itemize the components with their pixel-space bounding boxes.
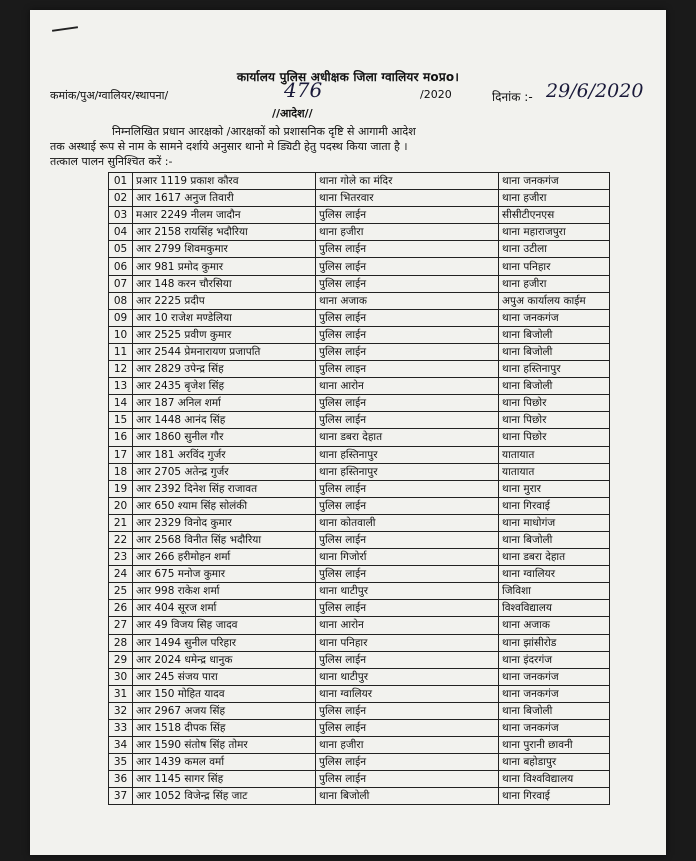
new-posting-cell: थाना डबरा देहात [499, 549, 610, 566]
serial-number-cell: 02 [109, 190, 133, 207]
table-row [109, 617, 610, 634]
employee-name-cell: आर 1590 संतोष सिंह तोमर [133, 737, 316, 754]
table-row [109, 549, 610, 566]
current-posting-cell: थाना थाटीपुर [316, 583, 499, 600]
current-posting-cell: थाना आरोन [316, 378, 499, 395]
intro-text [50, 124, 630, 169]
table-row [109, 292, 610, 309]
employee-name-cell: आर 675 मनोज कुमार [133, 566, 316, 583]
current-posting-cell: पुलिस लाईन [316, 497, 499, 514]
current-posting-cell: थाना हजीरा [316, 737, 499, 754]
employee-name-cell: आर 181 अरविंद गुर्जर [133, 446, 316, 463]
employee-name-cell: आर 187 अनिल शर्मा [133, 395, 316, 412]
new-posting-cell: थाना पिछोर [499, 395, 610, 412]
posting-table-body [109, 173, 610, 805]
table-row [109, 224, 610, 241]
table-row [109, 412, 610, 429]
table-row [109, 429, 610, 446]
serial-number-cell: 36 [109, 771, 133, 788]
current-posting-cell: थाना अजाक [316, 292, 499, 309]
employee-name-cell: आर 2799 शिवमकुमार [133, 241, 316, 258]
serial-number-cell: 31 [109, 685, 133, 702]
current-posting-cell: थाना गोले का मंदिर [316, 173, 499, 190]
new-posting-cell: थाना गिरवाई [499, 497, 610, 514]
table-row [109, 497, 610, 514]
table-row [109, 634, 610, 651]
serial-number-cell: 03 [109, 207, 133, 224]
serial-number-cell: 11 [109, 343, 133, 360]
employee-name-cell: आर 1448 आनंद सिंह [133, 412, 316, 429]
current-posting-cell: पुलिस लाईन [316, 241, 499, 258]
current-posting-cell: पुलिस लाईन [316, 720, 499, 737]
current-posting-cell: पुलिस लाईन [316, 412, 499, 429]
employee-name-cell: आर 266 हरीमोहन शर्मा [133, 549, 316, 566]
employee-name-cell: आर 245 संजय पारा [133, 668, 316, 685]
table-row [109, 531, 610, 548]
serial-number-cell: 28 [109, 634, 133, 651]
new-posting-cell: थाना जनकगंज [499, 668, 610, 685]
order-number: 476 [284, 78, 323, 102]
employee-name-cell: आर 150 मोहित यादव [133, 685, 316, 702]
new-posting-cell: थाना अजाक [499, 617, 610, 634]
new-posting-cell: थाना पिछोर [499, 412, 610, 429]
new-posting-cell: थाना बहोडापुर [499, 754, 610, 771]
new-posting-cell: विश्वविद्यालय [499, 600, 610, 617]
serial-number-cell: 25 [109, 583, 133, 600]
new-posting-cell: थाना हजीरा [499, 190, 610, 207]
table-row [109, 583, 610, 600]
employee-name-cell: आर 650 श्याम सिंह सोलंकी [133, 497, 316, 514]
current-posting-cell: थाना बिजोली [316, 788, 499, 805]
serial-number-cell: 13 [109, 378, 133, 395]
employee-name-cell: आर 2024 धमेन्द्र धानुक [133, 651, 316, 668]
posting-table [108, 172, 610, 805]
current-posting-cell: पुलिस लाईन [316, 600, 499, 617]
serial-number-cell: 04 [109, 224, 133, 241]
employee-name-cell: आर 2158 रायसिंह भदौरिया [133, 224, 316, 241]
new-posting-cell: थाना बिजोली [499, 343, 610, 360]
current-posting-cell: पुलिस लाईन [316, 207, 499, 224]
serial-number-cell: 23 [109, 549, 133, 566]
new-posting-cell: थाना गिरवाई [499, 788, 610, 805]
current-posting-cell: पुलिस लाईन [316, 651, 499, 668]
serial-number-cell: 07 [109, 275, 133, 292]
table-row [109, 651, 610, 668]
employee-name-cell: आर 981 प्रमोद कुमार [133, 258, 316, 275]
serial-number-cell: 12 [109, 361, 133, 378]
table-row [109, 788, 610, 805]
new-posting-cell: यातायात [499, 463, 610, 480]
new-posting-cell: थाना हस्तिनापुर [499, 361, 610, 378]
new-posting-cell: यातायात [499, 446, 610, 463]
new-posting-cell: थाना बिजोली [499, 531, 610, 548]
employee-name-cell: आर 1052 विजेन्द्र सिंह जाट [133, 788, 316, 805]
table-row [109, 378, 610, 395]
office-title: कार्यालय पुलिस अधीक्षक जिला ग्वालियर मoप्रo। [236, 70, 460, 84]
current-posting-cell: थाना कोतवाली [316, 514, 499, 531]
intro-line-1: निम्नलिखित प्रधान आरक्षको /आरक्षकों को प्रशासनिक दृष्टि से आगामी आदेश [112, 125, 416, 138]
employee-name-cell: आर 2225 प्रदीप [133, 292, 316, 309]
serial-number-cell: 09 [109, 309, 133, 326]
table-row [109, 446, 610, 463]
new-posting-cell: थाना मुरार [499, 480, 610, 497]
serial-number-cell: 05 [109, 241, 133, 258]
new-posting-cell: थाना बिजोली [499, 326, 610, 343]
serial-number-cell: 10 [109, 326, 133, 343]
employee-name-cell: प्रआर 1119 प्रकाश कौरव [133, 173, 316, 190]
table-row [109, 361, 610, 378]
employee-name-cell: आर 2329 विनोद कुमार [133, 514, 316, 531]
table-row [109, 395, 610, 412]
table-row [109, 668, 610, 685]
new-posting-cell: थाना पनिहार [499, 258, 610, 275]
new-posting-cell: थाना विश्वविद्यालय [499, 771, 610, 788]
table-row [109, 309, 610, 326]
current-posting-cell: पुलिस लाईन [316, 395, 499, 412]
current-posting-cell: थाना ग्वालियर [316, 685, 499, 702]
employee-name-cell: आर 1518 दीपक सिंह [133, 720, 316, 737]
current-posting-cell: पुलिस लाईन [316, 566, 499, 583]
serial-number-cell: 22 [109, 531, 133, 548]
serial-number-cell: 34 [109, 737, 133, 754]
serial-number-cell: 06 [109, 258, 133, 275]
table-row [109, 566, 610, 583]
intro-line-3: तत्काल पालन सुनिश्चित करें :- [50, 155, 173, 168]
reference-year: /2020 [420, 88, 452, 101]
serial-number-cell: 24 [109, 566, 133, 583]
serial-number-cell: 14 [109, 395, 133, 412]
current-posting-cell: पुलिस लाईन [316, 326, 499, 343]
employee-name-cell: आर 1439 कमल वर्मा [133, 754, 316, 771]
order-heading: //आदेश// [272, 107, 313, 120]
table-row [109, 343, 610, 360]
table-row [109, 241, 610, 258]
table-row [109, 702, 610, 719]
table-row [109, 480, 610, 497]
new-posting-cell: थाना जनकगंज [499, 173, 610, 190]
table-row [109, 207, 610, 224]
new-posting-cell: थाना जनकगंज [499, 720, 610, 737]
serial-number-cell: 35 [109, 754, 133, 771]
table-row [109, 173, 610, 190]
new-posting-cell: थाना बिजोली [499, 702, 610, 719]
employee-name-cell: आर 998 राकेश शर्मा [133, 583, 316, 600]
serial-number-cell: 33 [109, 720, 133, 737]
current-posting-cell: थाना डबरा देहात [316, 429, 499, 446]
date-label: दिनांक :- [492, 90, 533, 104]
employee-name-cell: आर 1860 सुनील गौर [133, 429, 316, 446]
employee-name-cell: आर 2568 विनीत सिंह भदौरिया [133, 531, 316, 548]
serial-number-cell: 26 [109, 600, 133, 617]
serial-number-cell: 20 [109, 497, 133, 514]
new-posting-cell: अपुअ कार्यालय काईम [499, 292, 610, 309]
current-posting-cell: थाना पनिहार [316, 634, 499, 651]
new-posting-cell: थाना जनकगंज [499, 685, 610, 702]
table-row [109, 463, 610, 480]
new-posting-cell: थाना माधोगंज [499, 514, 610, 531]
employee-name-cell: आर 10 राजेश मण्डेलिया [133, 309, 316, 326]
new-posting-cell: थाना पुरानी छावनी [499, 737, 610, 754]
new-posting-cell: थाना हजीरा [499, 275, 610, 292]
serial-number-cell: 17 [109, 446, 133, 463]
employee-name-cell: आर 2829 उपेन्द्र सिंह [133, 361, 316, 378]
table-row [109, 275, 610, 292]
employee-name-cell: आर 1145 सागर सिंह [133, 771, 316, 788]
current-posting-cell: थाना थाटीपुर [316, 668, 499, 685]
employee-name-cell: आर 1494 सुनील परिहार [133, 634, 316, 651]
employee-name-cell: आर 1617 अनुज तिवारी [133, 190, 316, 207]
serial-number-cell: 19 [109, 480, 133, 497]
employee-name-cell: आर 49 विजय सिह जादव [133, 617, 316, 634]
serial-number-cell: 08 [109, 292, 133, 309]
current-posting-cell: पुलिस लाईन [316, 771, 499, 788]
current-posting-cell: पुलिस लाईन [316, 480, 499, 497]
table-row [109, 600, 610, 617]
serial-number-cell: 29 [109, 651, 133, 668]
new-posting-cell: थाना पिछोर [499, 429, 610, 446]
employee-name-cell: आर 148 करन चौरसिया [133, 275, 316, 292]
table-row [109, 326, 610, 343]
new-posting-cell: थाना ग्वालियर [499, 566, 610, 583]
table-row [109, 771, 610, 788]
new-posting-cell: थाना झांसीरोड [499, 634, 610, 651]
new-posting-cell: थाना बिजोली [499, 378, 610, 395]
current-posting-cell: थाना आरोन [316, 617, 499, 634]
employee-name-cell: मआर 2249 नीलम जादौन [133, 207, 316, 224]
current-posting-cell: पुलिस लाईन [316, 343, 499, 360]
reference-prefix: कमांक/पुअ/ग्वालियर/स्थापना/ [50, 89, 169, 102]
table-row [109, 754, 610, 771]
serial-number-cell: 21 [109, 514, 133, 531]
new-posting-cell: जिविशा [499, 583, 610, 600]
current-posting-cell: पुलिस लाईन [316, 258, 499, 275]
employee-name-cell: आर 404 सूरज शर्मा [133, 600, 316, 617]
serial-number-cell: 16 [109, 429, 133, 446]
table-row [109, 514, 610, 531]
current-posting-cell: पुलिस लाईन [316, 754, 499, 771]
serial-number-cell: 32 [109, 702, 133, 719]
employee-name-cell: आर 2544 प्रेमनारायण प्रजापति [133, 343, 316, 360]
current-posting-cell: पुलिस लाईन [316, 275, 499, 292]
current-posting-cell: पुलिस लाईन [316, 531, 499, 548]
new-posting-cell: थाना उटीला [499, 241, 610, 258]
serial-number-cell: 01 [109, 173, 133, 190]
table-row [109, 258, 610, 275]
serial-number-cell: 18 [109, 463, 133, 480]
serial-number-cell: 30 [109, 668, 133, 685]
employee-name-cell: आर 2705 अतेन्द्र गुर्जर [133, 463, 316, 480]
current-posting-cell: थाना हजीरा [316, 224, 499, 241]
employee-name-cell: आर 2967 अजय सिंह [133, 702, 316, 719]
table-row [109, 720, 610, 737]
current-posting-cell: पुलिस लाईन [316, 702, 499, 719]
new-posting-cell: थाना महाराजपुरा [499, 224, 610, 241]
document-page [30, 10, 666, 855]
current-posting-cell: पुलिस लाइन [316, 361, 499, 378]
current-posting-cell: थाना भितरवार [316, 190, 499, 207]
date-value: 29/6/2020 [546, 80, 644, 102]
employee-name-cell: आर 2525 प्रवीण कुमार [133, 326, 316, 343]
serial-number-cell: 27 [109, 617, 133, 634]
current-posting-cell: थाना हस्तिनापुर [316, 463, 499, 480]
table-row [109, 737, 610, 754]
current-posting-cell: थाना हस्तिनापुर [316, 446, 499, 463]
serial-number-cell: 37 [109, 788, 133, 805]
serial-number-cell: 15 [109, 412, 133, 429]
new-posting-cell: सीसीटीएनएस [499, 207, 610, 224]
employee-name-cell: आर 2435 बृजेश सिंह [133, 378, 316, 395]
table-row [109, 685, 610, 702]
intro-line-2: तक अस्थाई रूप से नाम के सामने दर्शाये अनुसार थानो मे ड्यिटी हेतु पदस्थ किया जाता है । [50, 140, 408, 153]
employee-name-cell: आर 2392 दिनेश सिंह राजावत [133, 480, 316, 497]
new-posting-cell: थाना जनकगंज [499, 309, 610, 326]
new-posting-cell: थाना इंदरगंज [499, 651, 610, 668]
table-row [109, 190, 610, 207]
current-posting-cell: पुलिस लाईन [316, 309, 499, 326]
current-posting-cell: थाना गिजोर्रा [316, 549, 499, 566]
pen-mark [52, 26, 78, 32]
